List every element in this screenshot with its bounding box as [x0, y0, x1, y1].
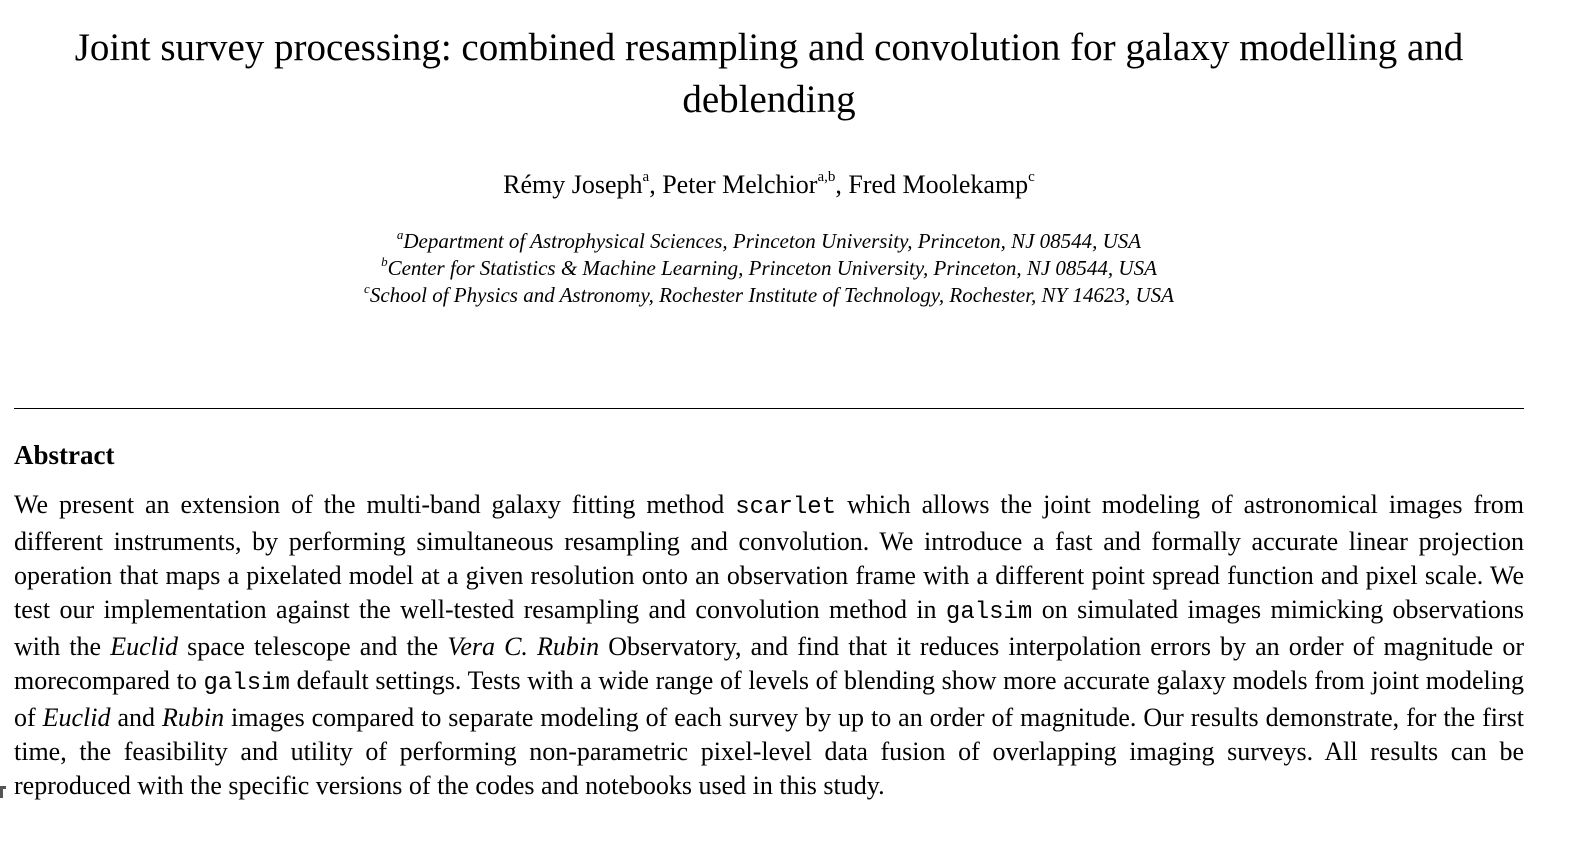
code-term: scarlet — [735, 494, 837, 521]
emphasized-term: Vera C. Rubin — [447, 632, 600, 661]
author-separator: , — [835, 170, 849, 199]
affiliation-mark: c — [364, 281, 370, 296]
affiliation-line — [14, 228, 1524, 255]
author-affiliation-mark: a,b — [817, 169, 836, 186]
affiliation-line — [14, 282, 1524, 309]
abstract-text — [14, 488, 1524, 803]
code-term: galsim — [945, 599, 1033, 626]
affiliation-text: School of Physics and Astronomy, Rochester Institute of Technology, Rochester, NY 14623, USA — [369, 283, 1174, 307]
abstract-segment: We present an extension of the multi-band galaxy fitting method — [14, 490, 736, 519]
author-separator: , — [649, 170, 663, 199]
affiliation-text: Department of Astrophysical Sciences, Princeton University, Princeton, NJ 08544, USA — [403, 229, 1142, 253]
paper-title: Joint survey processing: combined resampling and convolution for galaxy modelling and deblending — [74, 26, 1464, 121]
abstract-segment: images compared to separate modeling of each survey by up to an order of magnitude. Our results demonstrate, for the first time, the feasibility and utility of performing non-parametric pixel-level data fusion of overlapping imaging surveys. All results can be reproduced with the specific versions of the codes and notebooks used in this study. — [14, 703, 1524, 800]
author-name: Rémy Joseph — [503, 170, 643, 199]
section-divider — [14, 408, 1524, 409]
abstract-segment: which allows the joint modeling of astronomical images from different instruments, by performing simultaneous resampling and convolution. We introduce a fast and formally accurate linear projection operation that maps a pixelated model at a given resolution onto an observation frame with a different point spread function and pixel scale. We test our implementation against the well-tested resampling and convolution method in — [14, 490, 1525, 624]
affiliation-mark: a — [396, 227, 404, 242]
author-name: Fred Moolekamp — [848, 170, 1029, 199]
emphasized-term: Euclid — [110, 632, 179, 661]
author-affiliation-mark: a — [642, 169, 650, 186]
emphasized-term: Rubin — [161, 703, 225, 732]
abstract-segment: default settings. Tests with a wide range of levels of blending show more accurate galaxy models from joint modeling of — [14, 666, 1524, 732]
abstract-segment: and — [110, 703, 162, 732]
affiliation-text: Center for Statistics & Machine Learning, Princeton University, Princeton, NJ 08544, USA — [387, 256, 1157, 280]
abstract-segment: space telescope and the — [178, 632, 448, 661]
abstract-heading: Abstract — [14, 440, 115, 470]
author-list — [14, 168, 1524, 202]
affiliation-mark: b — [381, 254, 388, 269]
affiliation-list — [14, 228, 1524, 309]
emphasized-term: Euclid — [42, 703, 111, 732]
code-term: galsim — [203, 670, 290, 697]
abstract-segment: on simulated images mimicking observations with the — [14, 595, 1524, 661]
affiliation-line — [14, 255, 1524, 282]
author-affiliation-mark: c — [1028, 169, 1035, 186]
margin-mark — [0, 786, 6, 798]
author-name: Peter Melchior — [662, 170, 818, 199]
abstract-segment: Observatory, and find that it reduces interpolation errors by an order of magnitude or morecompared to — [14, 632, 1524, 695]
